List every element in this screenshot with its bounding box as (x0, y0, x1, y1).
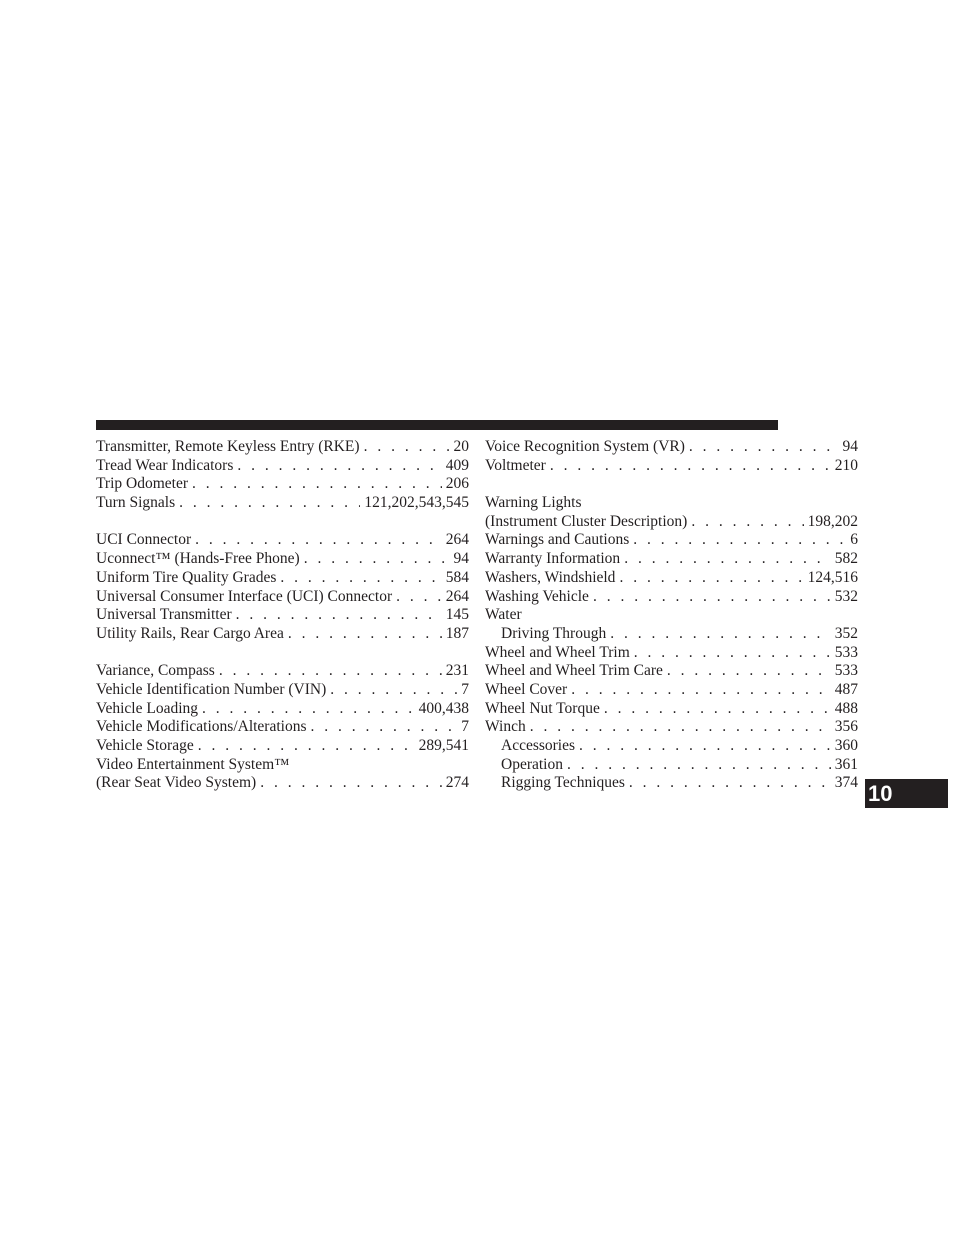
index-entry (96, 737, 469, 756)
entry-label: Vehicle Modifications/Alterations (96, 718, 307, 736)
index-entry (485, 531, 858, 550)
entry-page-number[interactable]: 487 (834, 680, 858, 698)
entry-page-number[interactable]: 533 (834, 662, 858, 680)
leader-dots (179, 494, 360, 513)
leader-dots (237, 457, 441, 476)
entry-page-number[interactable]: 121,202,543,545 (364, 494, 469, 512)
index-entry (485, 606, 858, 625)
leader-dots (691, 513, 803, 532)
entry-label: Vehicle Identification Number (VIN) (96, 680, 327, 698)
leader-dots (219, 662, 442, 681)
entry-label: Transmitter, Remote Keyless Entry (RKE) (96, 438, 360, 455)
entry-label: Video Entertainment System™ (96, 755, 290, 773)
index-entry (96, 718, 469, 737)
leader-dots (550, 457, 831, 476)
entry-label: Trip Odometer (96, 475, 188, 493)
entry-page-number[interactable]: 94 (453, 550, 469, 568)
leader-dots (624, 550, 831, 569)
entry-page-number[interactable]: 124,516 (807, 568, 858, 586)
entry-page-number[interactable]: 187 (445, 624, 469, 642)
entry-label: Water (485, 606, 522, 624)
index-entry (485, 774, 858, 793)
entry-label: Wheel Cover (485, 680, 568, 698)
index-entry (96, 756, 469, 775)
index-entry (485, 718, 858, 737)
index-entry (96, 438, 469, 457)
entry-page-number[interactable]: 352 (834, 624, 858, 642)
leader-dots (633, 531, 846, 550)
entry-label: Utility Rails, Rear Cargo Area (96, 624, 284, 642)
entry-page-number[interactable]: 94 (842, 438, 858, 455)
entry-label: (Rear Seat Video System) (96, 774, 257, 792)
entry-page-number[interactable]: 400,438 (418, 699, 469, 717)
entry-page-number[interactable]: 7 (461, 680, 469, 698)
leader-dots (634, 644, 831, 663)
entry-page-number[interactable]: 488 (834, 699, 858, 717)
entry-label: Operation (501, 755, 563, 773)
entry-label: Uniform Tire Quality Grades (96, 568, 277, 586)
index-entry (96, 681, 469, 700)
entry-page-number[interactable]: 584 (445, 568, 469, 586)
leader-dots (689, 438, 839, 457)
header-rule (96, 420, 778, 430)
entry-label: Variance, Compass (96, 662, 215, 680)
entry-label: Vehicle Loading (96, 699, 199, 717)
entry-label: Warning Lights (485, 494, 582, 512)
entry-page-number[interactable]: 360 (834, 737, 858, 754)
entry-page-number[interactable]: 264 (445, 587, 469, 605)
index-entry (485, 457, 858, 476)
leader-dots (260, 774, 442, 793)
leader-dots (236, 606, 442, 625)
entry-page-number[interactable]: 361 (834, 755, 858, 773)
leader-dots (629, 774, 831, 793)
leader-dots (667, 662, 831, 681)
index-entry (485, 513, 858, 532)
entry-label: (Instrument Cluster Description) (485, 512, 688, 530)
leader-dots (192, 475, 442, 494)
entry-label: Turn Signals (96, 494, 176, 512)
entry-label: Universal Transmitter (96, 606, 232, 624)
index-column-right (485, 438, 858, 793)
leader-dots (530, 718, 831, 737)
entry-label: Winch (485, 718, 526, 736)
entry-label: Universal Consumer Interface (UCI) Connector (96, 587, 393, 605)
entry-label: Warnings and Cautions (485, 531, 630, 549)
index-entry (485, 550, 858, 569)
entry-page-number[interactable]: 374 (834, 774, 858, 792)
entry-label: Wheel Nut Torque (485, 699, 600, 717)
entry-page-number[interactable]: 7 (461, 718, 469, 736)
index-entry (96, 475, 469, 494)
index-gap (96, 644, 469, 663)
entry-label: Voltmeter (485, 456, 546, 474)
leader-dots (593, 588, 831, 607)
index-entry (96, 625, 469, 644)
entry-label: UCI Connector (96, 531, 192, 549)
index-entry (485, 494, 858, 513)
leader-dots (610, 625, 831, 644)
leader-dots (619, 569, 803, 588)
entry-label: Driving Through (501, 624, 607, 642)
index-entry (96, 774, 469, 793)
index-entry (96, 700, 469, 719)
index-entry (96, 531, 469, 550)
index-entry (485, 662, 858, 681)
entry-label: Uconnect™ (Hands-Free Phone) (96, 550, 300, 568)
entry-page-number[interactable]: 206 (445, 475, 469, 493)
entry-page-number[interactable]: 20 (453, 438, 469, 455)
leader-dots (195, 531, 442, 550)
entry-label: Washers, Windshield (485, 568, 616, 586)
leader-dots (311, 718, 458, 737)
leader-dots (567, 756, 831, 775)
entry-label: Warranty Information (485, 550, 621, 568)
index-entry (485, 438, 858, 457)
index-entry (485, 588, 858, 607)
leader-dots (364, 438, 450, 457)
entry-page-number[interactable]: 533 (834, 643, 858, 661)
index-entry (485, 681, 858, 700)
entry-page-number[interactable]: 6 (850, 531, 858, 549)
entry-page-number[interactable]: 198,202 (807, 512, 858, 530)
entry-page-number[interactable]: 409 (445, 456, 469, 474)
index-entry (485, 569, 858, 588)
entry-page-number[interactable]: 210 (834, 456, 858, 474)
index-entry (96, 550, 469, 569)
leader-dots (202, 700, 415, 719)
entry-page-number[interactable]: 532 (834, 587, 858, 605)
entry-page-number[interactable]: 582 (834, 550, 858, 568)
entry-page-number[interactable]: 145 (445, 606, 469, 624)
leader-dots (604, 700, 831, 719)
index-entry (485, 625, 858, 644)
index-gap (485, 475, 858, 494)
leader-dots (304, 550, 450, 569)
index-entry (96, 457, 469, 476)
entry-page-number[interactable]: 264 (445, 531, 469, 549)
entry-page-number[interactable]: 274 (445, 774, 469, 792)
index-entry (96, 662, 469, 681)
entry-label: Vehicle Storage (96, 737, 194, 754)
entry-page-number[interactable]: 356 (834, 718, 858, 736)
index-entry (485, 737, 858, 756)
entry-label: Wheel and Wheel Trim (485, 643, 630, 661)
chapter-tab[interactable]: 10 (865, 779, 948, 808)
entry-page-number[interactable]: 231 (445, 662, 469, 680)
index-entry (485, 756, 858, 775)
entry-label: Washing Vehicle (485, 587, 589, 605)
entry-label: Rigging Techniques (501, 774, 625, 792)
leader-dots (571, 681, 831, 700)
entry-label: Accessories (501, 737, 576, 754)
leader-dots (288, 625, 442, 644)
entry-label: Voice Recognition System (VR) (485, 438, 685, 455)
leader-dots (579, 737, 831, 756)
index-gap (96, 513, 469, 532)
index-column-left (96, 438, 469, 793)
index-entry (96, 588, 469, 607)
entry-page-number[interactable]: 289,541 (418, 737, 469, 754)
index-entry (96, 606, 469, 625)
index-entry (96, 569, 469, 588)
leader-dots (280, 569, 441, 588)
entry-label: Wheel and Wheel Trim Care (485, 662, 663, 680)
index-entry (96, 494, 469, 513)
entry-label: Tread Wear Indicators (96, 456, 234, 474)
index-entry (485, 644, 858, 663)
leader-dots (330, 681, 457, 700)
leader-dots (198, 737, 415, 756)
index-entry (485, 700, 858, 719)
leader-dots (396, 588, 442, 607)
